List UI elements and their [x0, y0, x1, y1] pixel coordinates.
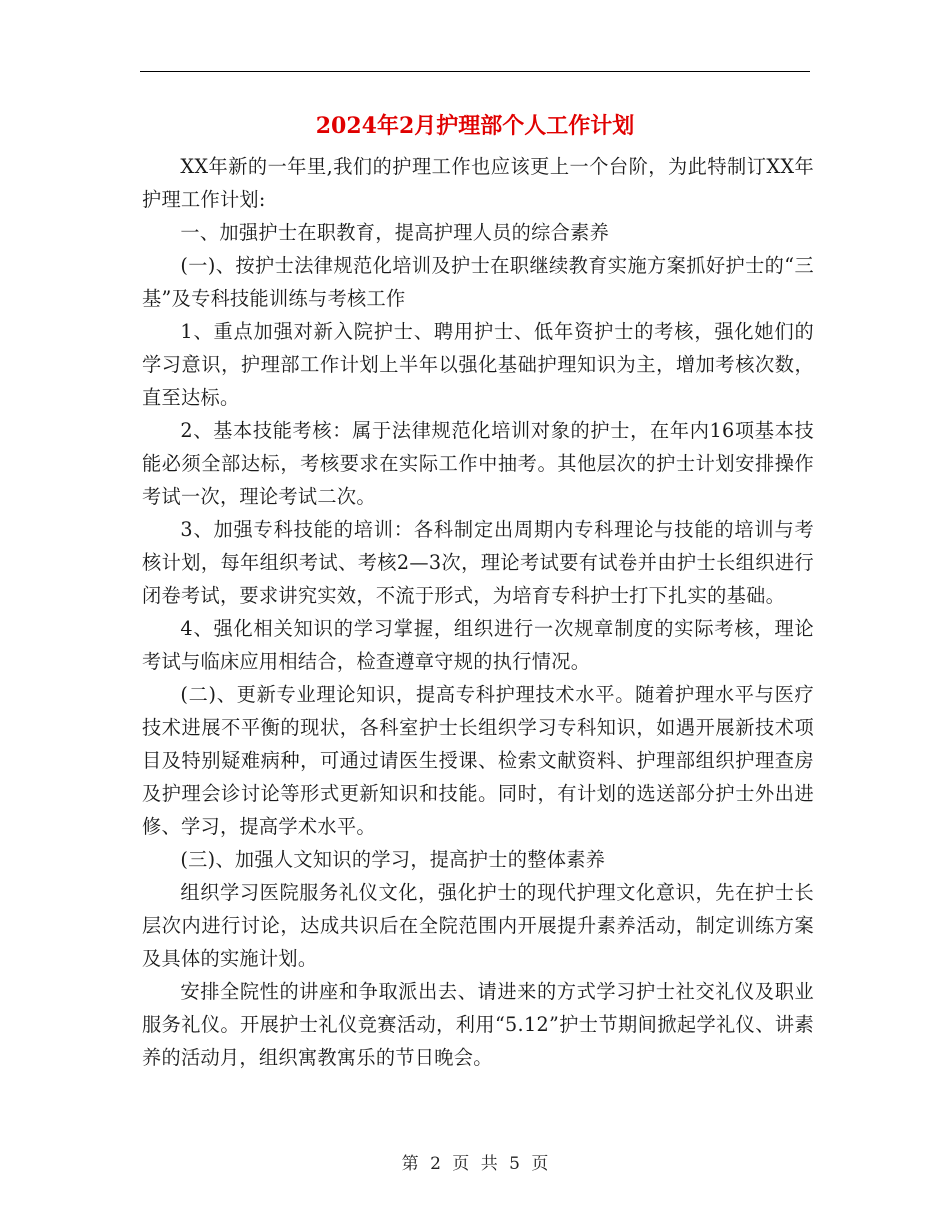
paragraph-item-4: 4、强化相关知识的学习掌握，组织进行一次规章制度的实际考核，理论考试与临床应用相结合，检查遵章守规的执行情况。 [142, 617, 814, 673]
document-body [142, 150, 814, 1074]
paragraph-item-2: 2、基本技能考核：属于法律规范化培训对象的护士，在年内16项基本技能必须全部达标，考核要求在实际工作中抽考。其他层次的护士计划安排操作考试一次，理论考试二次。 [142, 419, 814, 508]
paragraph-etiquette-activities: 安排全院性的讲座和争取派出去、请进来的方式学习护士社交礼仪及职业服务礼仪。开展护士礼仪竞赛活动，利用“5.12”护士节期间掀起学礼仪、讲素养的活动月，组织寓教寓乐的节日晚会。 [142, 980, 814, 1069]
page-footer: 第 2 页 共 5 页 [401, 1154, 549, 1174]
paragraph-item-3: 3、加强专科技能的培训：各科制定出周期内专科理论与技能的培训与考核计划，每年组织考试、考核2—3次，理论考试要有试卷并由护士长组织进行闭卷考试，要求讲究实效，不流于形式，为培育专科护士打下扎实的基础。 [142, 518, 814, 607]
header-rule [140, 71, 810, 72]
paragraph-etiquette-culture: 组织学习医院服务礼仪文化，强化护士的现代护理文化意识，先在护士长层次内进行讨论，达成共识后在全院范围内开展提升素养活动，制定训练方案及具体的实施计划。 [142, 881, 814, 970]
paragraph-subsection-2: (二)、更新专业理论知识，提高专科护理技术水平。随着护理水平与医疗技术进展不平衡的现状，各科室护士长组织学习专科知识，如遇开展新技术项目及特别疑难病种，可通过请医生授课、检索文献资料、护理部组织护理查房及护理会诊讨论等形式更新知识和技能。同时，有计划的选送部分护士外出进修、学习，提高学术水平。 [142, 683, 814, 838]
paragraph-item-1: 1、重点加强对新入院护士、聘用护士、低年资护士的考核，强化她们的学习意识，护理部工作计划上半年以强化基础护理知识为主，增加考核次数，直至达标。 [142, 320, 814, 409]
paragraph-section-1-heading: 一、加强护士在职教育，提高护理人员的综合素养 [180, 221, 610, 244]
paragraph-subsection-1: (一)、按护士法律规范化培训及护士在职继续教育实施方案抓好护士的“三基”及专科技能训练与考核工作 [142, 254, 814, 310]
document-title: 2024年2月护理部个人工作计划 [315, 113, 635, 139]
paragraph-intro: XX年新的一年里,我们的护理工作也应该更上一个台阶，为此特制订XX年护理工作计划: [142, 155, 814, 211]
paragraph-subsection-3: (三)、加强人文知识的学习，提高护士的整体素养 [180, 848, 606, 871]
